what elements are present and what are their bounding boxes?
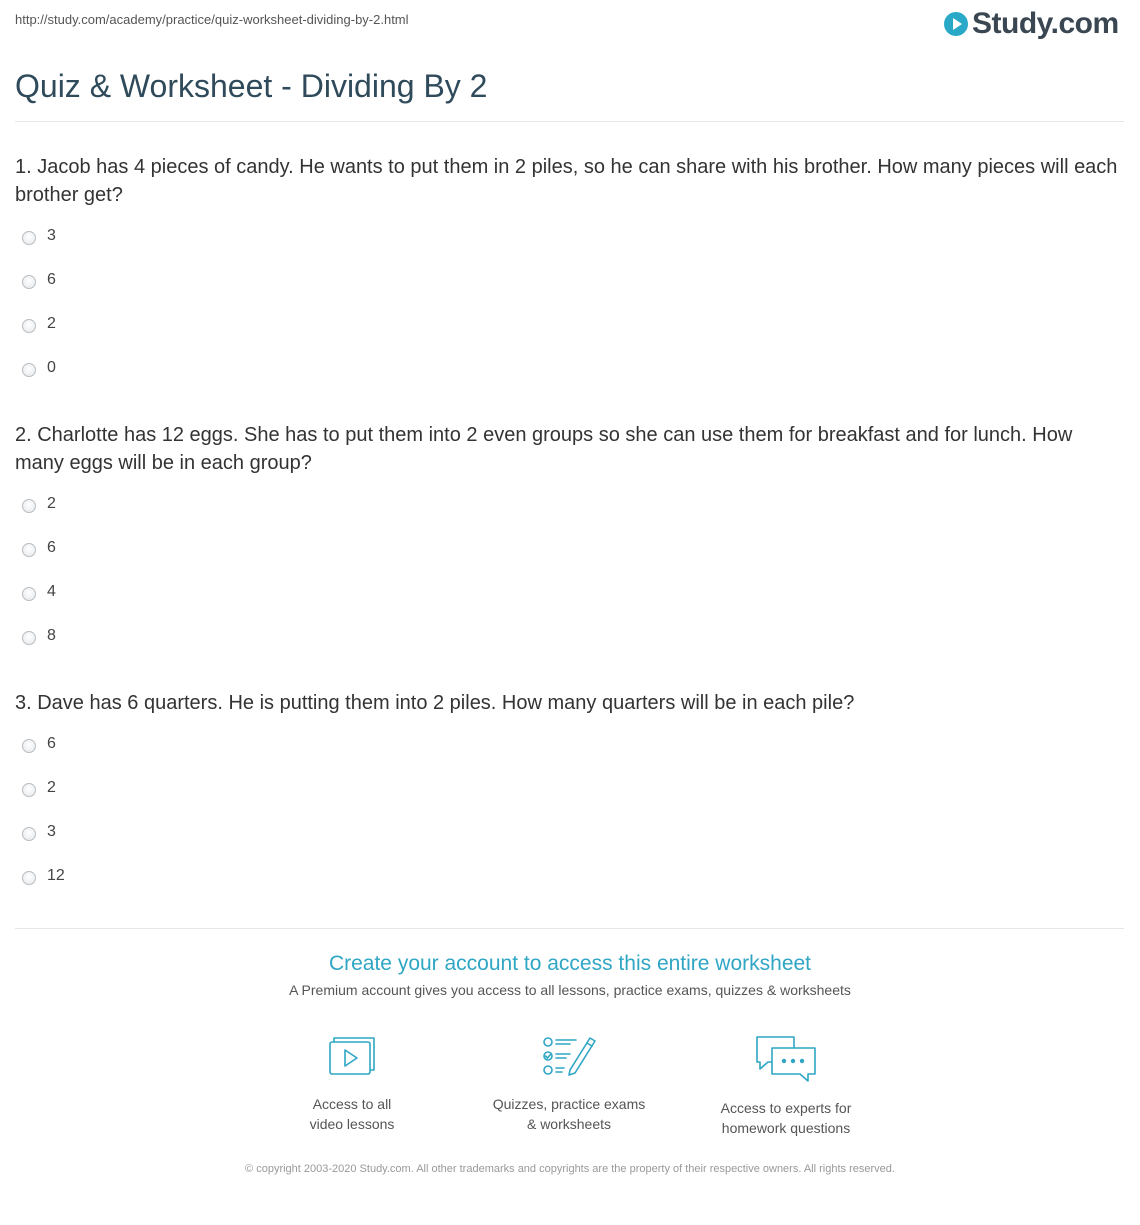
answer-option[interactable] [22,494,56,538]
radio-button[interactable] [22,499,36,513]
radio-button[interactable] [22,363,36,377]
play-logo-icon [944,12,968,36]
answer-option[interactable] [22,314,56,358]
answer-option[interactable] [22,270,56,314]
feature-label: Quizzes, practice exams & worksheets [492,1096,646,1132]
answer-label: 2 [47,315,56,332]
divider [15,928,1124,929]
logo-text: Study.com [972,7,1119,40]
cta-subtitle: A Premium account gives you access to all lessons, practice exams, quizzes & worksheets [289,982,851,998]
answer-list-3 [22,734,65,910]
answer-label: 6 [47,735,56,752]
answer-option[interactable] [22,358,56,402]
answer-option[interactable] [22,866,65,910]
feature-experts [686,1034,886,1138]
divider [15,121,1124,122]
quiz-checklist-icon [540,1034,598,1080]
radio-button[interactable] [22,587,36,601]
copyright-notice: © copyright 2003-2020 Study.com. All other trademarks and copyrights are the property of their respective owners. All rights reserved. [245,1163,895,1175]
study-logo[interactable] [944,6,1119,42]
video-lessons-icon [326,1034,378,1080]
answer-list-1 [22,226,56,402]
cta-title[interactable]: Create your account to access this entire worksheet [328,952,812,975]
answer-list-2 [22,494,56,670]
feature-video-lessons [252,1034,452,1134]
answer-option[interactable] [22,538,56,582]
feature-label: Access to experts for homework questions [720,1100,852,1136]
question-1: 1. Jacob has 4 pieces of candy. He wants to put them in 2 piles, so he can share with his brother. How many pieces will each brother get? [15,156,1118,206]
radio-button[interactable] [22,275,36,289]
question-2: 2. Charlotte has 12 eggs. She has to put them into 2 even groups so she can use them for breakfast and for lunch. How many eggs will be in each group? [15,424,1073,474]
radio-button[interactable] [22,231,36,245]
radio-button[interactable] [22,871,36,885]
question-3: 3. Dave has 6 quarters. He is putting them into 2 piles. How many quarters will be in each pile? [15,692,855,714]
answer-label: 6 [47,539,56,556]
page-title: Quiz & Worksheet - Dividing By 2 [15,68,488,104]
radio-button[interactable] [22,739,36,753]
answer-option[interactable] [22,626,56,670]
radio-button[interactable] [22,783,36,797]
answer-label: 0 [47,359,56,376]
feature-quizzes [469,1034,669,1134]
radio-button[interactable] [22,543,36,557]
answer-label: 2 [47,495,56,512]
answer-label: 8 [47,627,56,644]
feature-label: Access to all video lessons [309,1096,395,1132]
answer-option[interactable] [22,778,65,822]
chat-bubbles-icon [754,1034,818,1084]
answer-label: 4 [47,583,56,600]
answer-option[interactable] [22,226,56,270]
answer-label: 3 [47,823,56,840]
answer-label: 6 [47,271,56,288]
answer-option[interactable] [22,582,56,626]
radio-button[interactable] [22,827,36,841]
answer-label: 12 [47,867,65,884]
answer-option[interactable] [22,822,65,866]
answer-label: 2 [47,779,56,796]
radio-button[interactable] [22,631,36,645]
radio-button[interactable] [22,319,36,333]
answer-option[interactable] [22,734,65,778]
page-url: http://study.com/academy/practice/quiz-worksheet-dividing-by-2.html [15,12,409,27]
answer-label: 3 [47,227,56,244]
